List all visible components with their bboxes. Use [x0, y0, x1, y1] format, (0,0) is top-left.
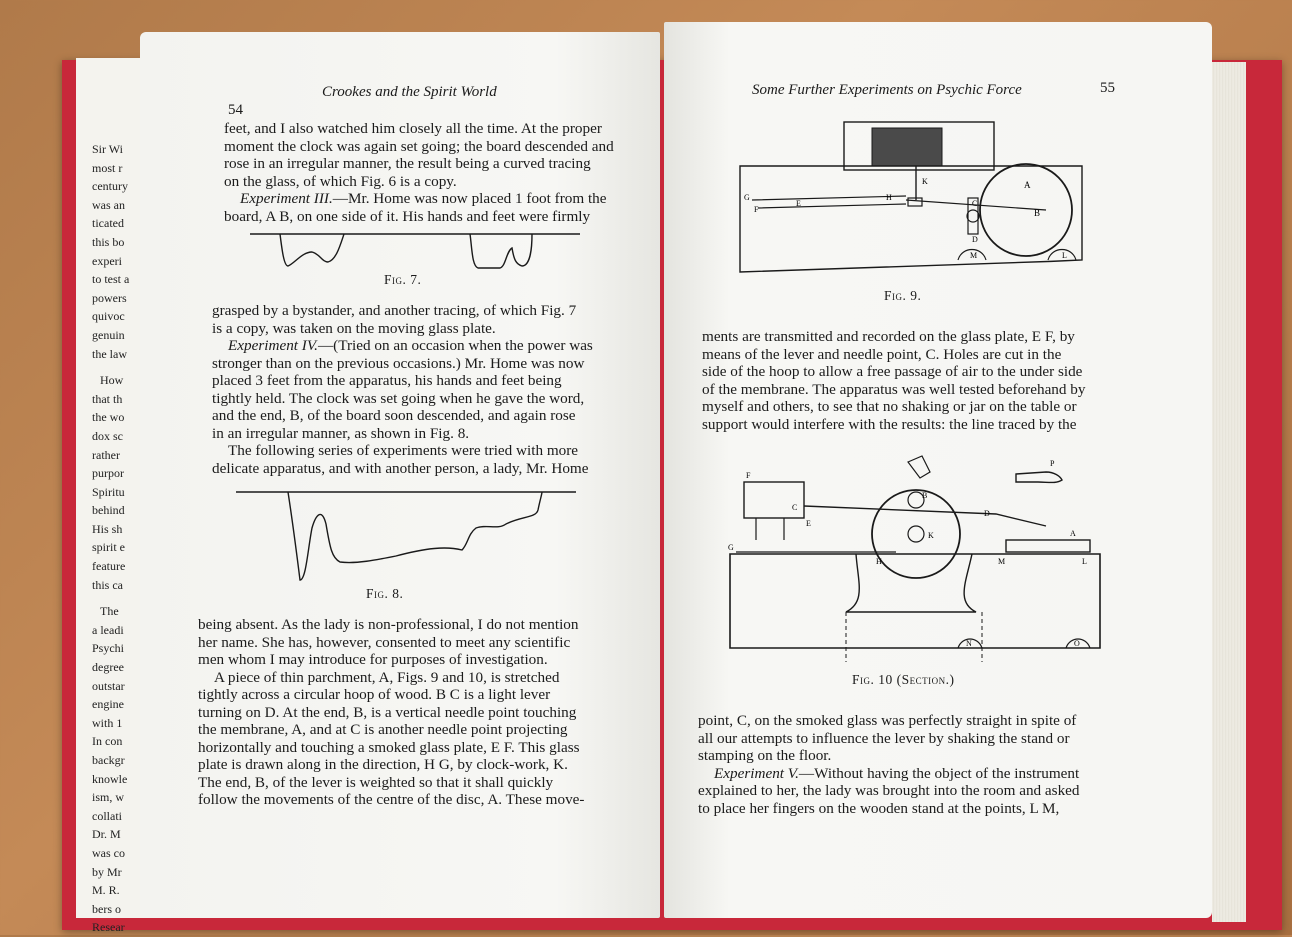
right-page — [664, 22, 1212, 918]
flap-text-line: genuin — [92, 327, 125, 342]
flap-text-line: degree — [92, 660, 124, 675]
fig9-label-c: C — [972, 199, 978, 208]
text-line: is a copy, was taken on the moving glass plate. — [212, 319, 496, 337]
figure-8-tracing — [236, 488, 576, 588]
fig9-label-e: E — [796, 199, 801, 208]
flap-text-line: Resear — [92, 920, 125, 935]
text-line: on the glass, of which Fig. 6 is a copy. — [224, 172, 457, 190]
left-page — [140, 32, 660, 918]
flap-text-line: The — [100, 604, 119, 619]
flap-text-line: In con — [92, 734, 123, 749]
fig10-label-b: B — [922, 491, 928, 500]
text-line: grasped by a bystander, and another tracing, of which Fig. 7 — [212, 302, 577, 319]
text-line: rose in an irregular manner, the result being a curved tracing — [224, 155, 591, 172]
flap-text-line: this bo — [92, 234, 125, 249]
flap-text-line: M. R. — [92, 883, 120, 898]
flap-text-line: Psychi — [92, 641, 125, 656]
flap-text-line: was an — [92, 197, 125, 212]
experiment-label: Experiment IV. — [228, 337, 318, 354]
text-line: The following series of experiments were tried with more — [228, 442, 579, 459]
flap-text-line: purpor — [92, 466, 124, 481]
fig10-label-d: D — [984, 509, 990, 518]
left-block-1 — [224, 120, 614, 225]
text-line: explained to her, the lady was brought into the room and asked — [698, 782, 1080, 799]
flap-text-line: backgr — [92, 753, 125, 767]
text-line: in an irregular manner, as shown in Fig. 8. — [212, 424, 470, 442]
text-line: means of the lever and needle point, C. Holes are cut in the — [702, 345, 1062, 363]
text-line: feet, and I also watched him closely all the time. At the proper — [224, 120, 602, 137]
flap-text-line: spirit e — [92, 540, 125, 555]
flap-text-line: dox sc — [92, 428, 123, 443]
text-line: being absent. As the lady is non-professional, I do not mention — [198, 616, 579, 633]
text-line: the membrane, A, and at C is another needle point projecting — [198, 721, 568, 738]
flap-text-line: the wo — [92, 410, 125, 425]
left-page-number: 54 — [228, 102, 243, 118]
text-line: men whom I may introduce for purposes of investigation. — [198, 651, 548, 668]
figure-7-caption: Fig. 7. — [384, 272, 422, 287]
flap-text-line: to test a — [92, 272, 130, 287]
page-edges — [1212, 62, 1246, 922]
fig10-label-m: M — [998, 557, 1006, 566]
fig10-label-n: N — [966, 639, 972, 648]
text-line: stronger than on the previous occasions.) Mr. Home was now — [212, 354, 585, 372]
fig10-label-a: A — [1070, 529, 1076, 538]
text-line: her name. She has, however, consented to meet any scientific — [198, 633, 571, 651]
text-line: delicate apparatus, and with another person, a lady, Mr. Home — [212, 459, 589, 477]
flap-text-line: knowle — [92, 771, 128, 786]
text-line: and the end, B, of the board soon descended, and again rose — [212, 407, 576, 424]
flap-text-line: Sir Wi — [92, 142, 123, 156]
flap-text-line: powers — [92, 290, 127, 305]
left-running-head: Crookes and the Spirit World — [322, 84, 497, 100]
flap-text-line: His sh — [92, 521, 123, 536]
flap-text-line: outstar — [92, 678, 125, 693]
flap-text-line: behind — [92, 503, 125, 518]
text-line: moment the clock was again set going; the board descended and — [224, 137, 614, 155]
fig9-label-l: L — [1062, 251, 1067, 260]
fig9-label-k: K — [922, 177, 928, 186]
flap-text-line: this ca — [92, 577, 123, 592]
fig10-label-p: P — [1050, 459, 1055, 468]
figure-9-apparatus — [736, 120, 1086, 280]
right-block-1 — [702, 328, 1085, 433]
text-line: support would interfere with the results: the line traced by the — [702, 415, 1077, 433]
figure-7-tracing — [250, 230, 580, 272]
experiment-label: Experiment V. — [714, 764, 799, 782]
fig10-label-o: O — [1074, 639, 1080, 648]
flap-text-line: rather — [92, 447, 120, 462]
figure-10-caption: Fig. 10 (Section.) — [852, 672, 955, 687]
flap-text-line: with 1 — [92, 715, 123, 730]
fig9-label-b: B — [1034, 208, 1041, 218]
text-line: tightly across a circular hoop of wood. B C is a light lever — [198, 686, 551, 703]
text-line: stamping on the floor. — [698, 747, 832, 764]
fig9-label-d: D — [972, 235, 978, 244]
text-line: A piece of thin parchment, A, Figs. 9 and 10, is stretched — [214, 668, 560, 686]
left-block-3 — [198, 616, 584, 809]
flap-text-line: that th — [92, 391, 123, 406]
flap-text-line: experi — [92, 253, 122, 268]
flap-text-line: engine — [92, 697, 124, 712]
text-line: tightly held. The clock was set going when he gave the word, — [212, 389, 585, 407]
flap-text-line: How — [100, 373, 124, 388]
fig9-label-h: H — [886, 193, 892, 202]
flap-text-line: ism, w — [92, 790, 125, 805]
fig10-label-g: G — [728, 543, 734, 552]
fig9-label-m: M — [970, 251, 978, 260]
fig9-label-f: F — [754, 205, 759, 214]
right-running-head: Some Further Experiments on Psychic Force — [752, 82, 1022, 98]
fig10-label-c: C — [792, 503, 798, 512]
text-line: Experiment IV.—(Tried on an occasion when the power was — [228, 337, 593, 354]
text-line: point, C, on the smoked glass was perfectly straight in spite of — [698, 712, 1077, 729]
text-line: to place her fingers on the wooden stand at the points, L M, — [698, 799, 1060, 817]
text-line: board, A B, on one side of it. His hands and feet were firmly — [224, 207, 591, 225]
flap-text-line: collati — [92, 808, 122, 823]
flap-text-line: most r — [92, 160, 123, 175]
flap-text-line: Dr. M — [92, 827, 121, 842]
fig10-label-f: F — [746, 471, 751, 480]
fig10-label-l: L — [1082, 557, 1087, 566]
text-line: all our attempts to influence the lever by shaking the stand or — [698, 729, 1070, 747]
text-line: horizontally and touching a smoked glass plate, E F. This glass — [198, 738, 580, 756]
text-line: myself and others, to see that no shaking or jar on the table or — [702, 398, 1077, 415]
text-line: of the membrane. The apparatus was well tested beforehand by — [702, 380, 1086, 398]
fig10-label-e: E — [806, 519, 811, 528]
flap-text-line: ticated — [92, 216, 124, 231]
flap-text-line: century — [92, 179, 128, 194]
right-page-number: 55 — [1100, 80, 1115, 96]
fig10-label-h: H — [876, 557, 882, 566]
text-line: ments are transmitted and recorded on the glass plate, E F, by — [702, 328, 1075, 345]
flap-text-line: Spiritu — [92, 484, 125, 499]
right-block-2 — [698, 712, 1080, 817]
figure-9-caption: Fig. 9. — [884, 288, 922, 303]
figure-10-apparatus — [726, 452, 1106, 662]
flap-text-line: was co — [92, 845, 125, 860]
fig10-label-k: K — [928, 531, 934, 540]
flap-text-line: feature — [92, 559, 126, 574]
text-line: follow the movements of the centre of the disc, A. These move- — [198, 791, 585, 808]
flap-text-line: bers o — [92, 901, 121, 916]
text-line: placed 3 feet from the apparatus, his hands and feet being — [212, 372, 562, 389]
left-block-2 — [212, 302, 593, 477]
fig9-label-a: A — [1024, 180, 1031, 190]
text-line: side of the hoop to allow a free passage of air to the under side — [702, 363, 1083, 380]
text-line: turning on D. At the end, B, is a vertical needle point touching — [198, 703, 577, 721]
flap-text-line: quivoc — [92, 309, 125, 324]
flap-text-line: by Mr — [92, 864, 122, 879]
text-line: plate is drawn along in the direction, H G, by clock-work, K. — [198, 756, 568, 773]
fig9-label-g: G — [744, 193, 750, 202]
flap-text-line: a leadi — [92, 622, 124, 637]
text-line: The end, B, of the lever is weighted so that it shall quickly — [198, 773, 554, 791]
figure-8-caption: Fig. 8. — [366, 586, 404, 601]
flap-text-line: the law — [92, 346, 127, 361]
text-line: Experiment V.—Without having the object of the instrument — [714, 764, 1080, 782]
experiment-label: Experiment III. — [240, 190, 333, 207]
text-line: Experiment III.—Mr. Home was now placed 1 foot from the — [240, 190, 607, 207]
